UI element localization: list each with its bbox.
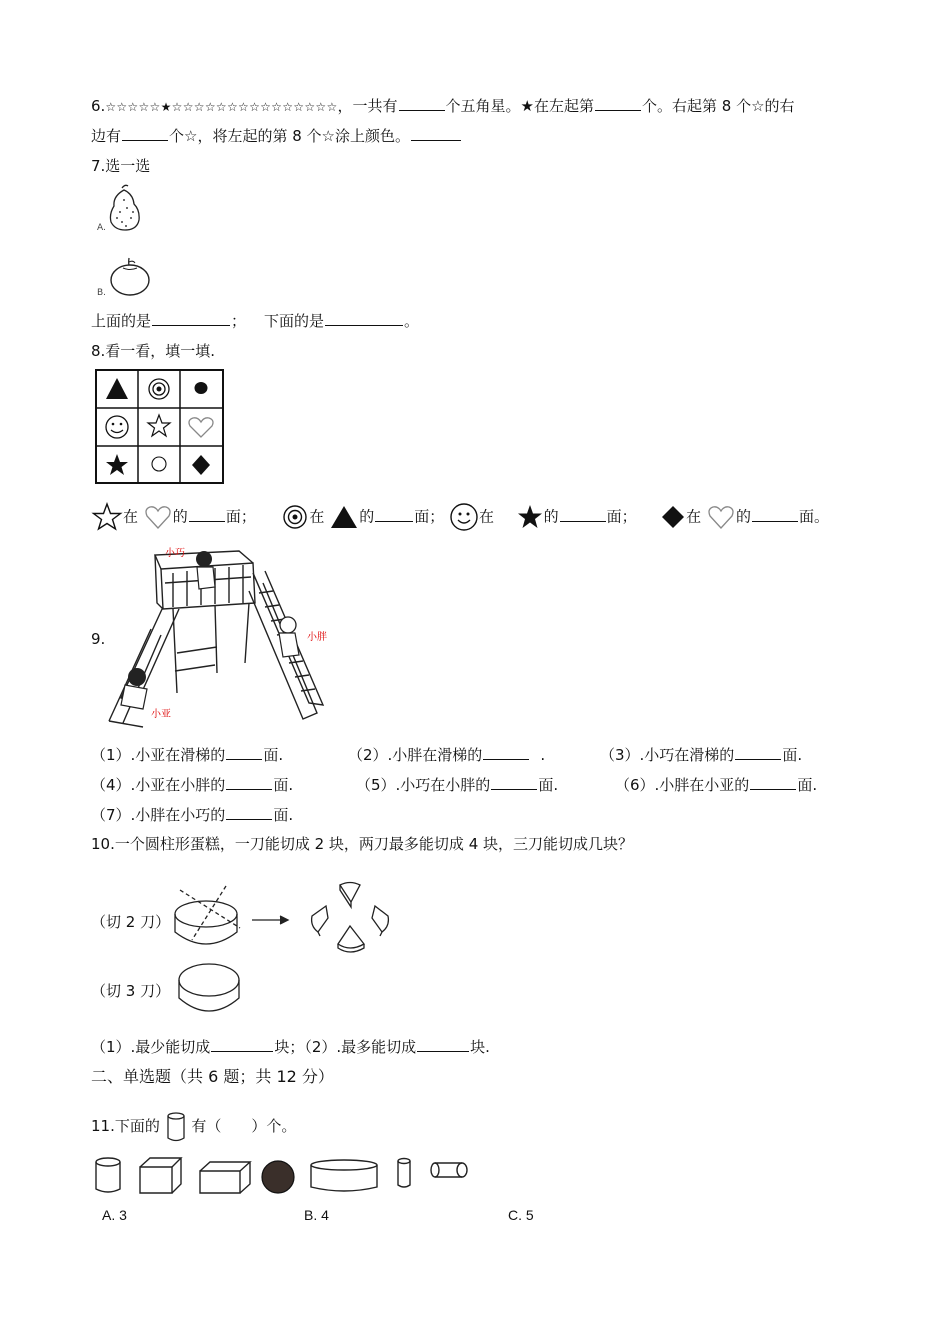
answer-blank[interactable]: [483, 744, 529, 760]
question-6-line-2: 边有 个☆，将左起的第 8 个☆涂上颜色。: [91, 125, 462, 147]
solid-star-icon: [516, 503, 544, 531]
question-9-number: 9.: [91, 630, 106, 648]
q9-item-3: （3）.小巧在滑梯的 面.: [600, 746, 803, 764]
cylinder-icon: [165, 1111, 187, 1143]
label-xiaoya: 小亚: [151, 709, 171, 720]
shapes-row-svg: [92, 1155, 482, 1197]
question-number: 6.: [91, 97, 106, 115]
shapes-row: [92, 1155, 482, 1197]
answer-blank[interactable]: [226, 744, 262, 760]
option-c[interactable]: C. 5: [508, 1207, 534, 1223]
label-xiaopang: 小胖: [307, 632, 327, 643]
question-7-answer: 上面的是 ； 下面的是 。: [91, 312, 420, 330]
answer-blank[interactable]: [325, 310, 403, 326]
diamond-icon: [660, 504, 686, 530]
question-8-title: 8.看一看，填一填.: [91, 342, 216, 360]
section-2-title: 二、单选题（共 6 题；共 12 分）: [91, 1067, 334, 1086]
answer-blank[interactable]: [752, 506, 798, 522]
cut-2-label: （切 2 刀）: [91, 913, 171, 931]
slide-illustration: [103, 543, 338, 731]
bullseye-icon: [281, 503, 309, 531]
cake-cut-3-illustration: [176, 960, 246, 1018]
q9-item-1: （1）.小亚在滑梯的 面.: [91, 746, 284, 764]
answer-blank[interactable]: [560, 506, 606, 522]
cake-cut-2-svg: [170, 880, 405, 960]
question-7-title: 7.选一选: [91, 157, 151, 175]
question-10-title: 10.一个圆柱形蛋糕，一刀能切成 2 块，两刀最多能切成 4 块，三刀能切成几块？: [91, 835, 634, 853]
answer-blank[interactable]: [750, 774, 796, 790]
label-xiaoqiao: 小巧: [165, 548, 185, 559]
answer-blank[interactable]: [399, 95, 445, 111]
outline-star-icon: [91, 502, 123, 532]
answer-blank[interactable]: [152, 310, 230, 326]
cut-3-label: （切 3 刀）: [91, 982, 171, 1000]
answer-blank[interactable]: [189, 506, 225, 522]
sphere-icon: [262, 1161, 294, 1193]
triangle-icon: [329, 503, 359, 531]
answer-blank[interactable]: [491, 774, 537, 790]
q9-item-7: （7）.小胖在小巧的 面.: [91, 806, 294, 824]
answer-blank[interactable]: [226, 804, 272, 820]
heart-icon: [143, 503, 173, 531]
answer-blank[interactable]: [735, 744, 781, 760]
star-sequence: ☆☆☆☆☆★☆☆☆☆☆☆☆☆☆☆☆☆☆☆☆: [105, 100, 338, 114]
option-b-label: B.: [97, 288, 107, 298]
shape-grid: [95, 369, 225, 489]
q9-item-4: （4）.小亚在小胖的 面.: [91, 776, 294, 794]
kid-top-icon: [196, 551, 215, 589]
answer-blank[interactable]: [122, 125, 168, 141]
option-a-label: A.: [97, 223, 106, 233]
answer-blank[interactable]: [417, 1036, 469, 1052]
answer-blank[interactable]: [211, 1036, 273, 1052]
answer-blank[interactable]: [375, 506, 413, 522]
q9-item-5: （5）.小巧在小胖的 面.: [356, 776, 559, 794]
cake-icon: [176, 960, 246, 1018]
dot-icon: [195, 382, 208, 394]
shape-grid-svg: [95, 369, 225, 485]
option-b[interactable]: B. 4: [304, 1207, 329, 1223]
answer-blank[interactable]: [226, 774, 272, 790]
kid-bottom-icon: [121, 668, 147, 709]
question-8-answer: 在 的 面； 在 的 面； 在 的 面； 在 的 面。: [91, 502, 829, 532]
question-6-line-1: 6.☆☆☆☆☆★☆☆☆☆☆☆☆☆☆☆☆☆☆☆☆，一共有 个五角星。★在左起第 个。右起第 8 个☆的右: [91, 97, 795, 115]
answer-blank[interactable]: [411, 125, 461, 141]
question-10-answer: （1）.最少能切成 块；（2）.最多能切成 块.: [91, 1038, 490, 1056]
kid-stairs-icon: [279, 617, 299, 657]
heart-icon: [706, 503, 736, 531]
option-a[interactable]: A. 3: [102, 1207, 127, 1223]
cake-cut-2-illustration: [170, 880, 405, 960]
slide-svg: [103, 543, 338, 731]
question-11: 11.下面的 有（ ）个。: [91, 1110, 296, 1143]
answer-blank[interactable]: [595, 95, 641, 111]
q9-item-2: （2）.小胖在滑梯的 .: [348, 746, 546, 764]
smiley-icon: [449, 502, 479, 532]
q9-item-6: （6）.小胖在小亚的 面.: [615, 776, 818, 794]
